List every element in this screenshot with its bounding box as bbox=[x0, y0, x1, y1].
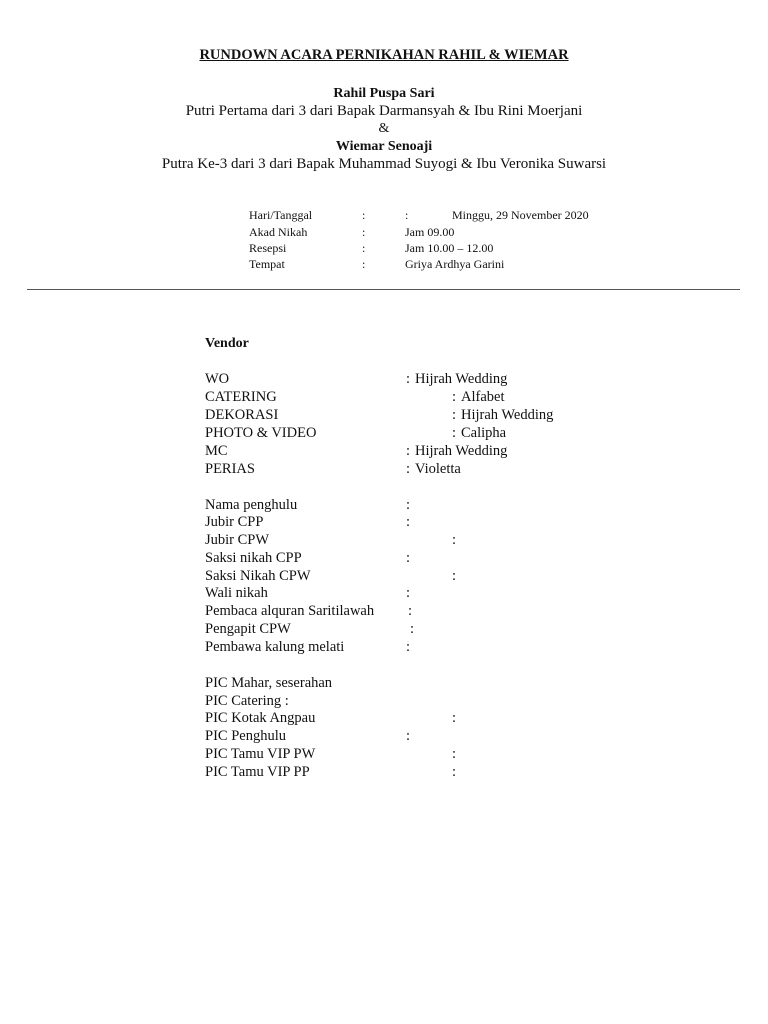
role-colon: : bbox=[406, 497, 411, 513]
horizontal-divider bbox=[27, 289, 740, 290]
pic-colon: : bbox=[452, 746, 457, 762]
vendor-label: MC bbox=[205, 443, 228, 459]
event-info-label: Resepsi bbox=[249, 241, 287, 255]
role-colon: : bbox=[410, 621, 415, 637]
role-label: Wali nikah bbox=[205, 585, 268, 601]
vendor-value: Hijrah Wedding bbox=[461, 407, 554, 423]
vendor-row bbox=[0, 425, 768, 443]
role-colon: : bbox=[406, 514, 411, 530]
event-info-row bbox=[0, 257, 768, 273]
vendor-colon: : bbox=[406, 461, 411, 477]
event-info-value: Griya Ardhya Garini bbox=[405, 257, 505, 271]
pic-colon: : bbox=[406, 728, 411, 744]
role-label: Jubir CPP bbox=[205, 514, 264, 530]
role-colon: : bbox=[452, 532, 457, 548]
role-row bbox=[0, 639, 768, 657]
role-row bbox=[0, 568, 768, 586]
event-info-label: Hari/Tanggal bbox=[249, 208, 313, 222]
role-row bbox=[0, 497, 768, 515]
role-label: Pengapit CPW bbox=[205, 621, 291, 637]
pic-label: PIC Catering : bbox=[205, 693, 289, 709]
role-label: Saksi nikah CPP bbox=[205, 550, 302, 566]
vendor-value: Violetta bbox=[415, 461, 461, 477]
role-colon: : bbox=[406, 585, 411, 601]
event-info-label: Tempat bbox=[249, 257, 285, 271]
pic-label: PIC Kotak Angpau bbox=[205, 710, 316, 726]
vendor-value: Calipha bbox=[461, 425, 507, 441]
groom-name: Wiemar Senoaji bbox=[335, 139, 433, 154]
vendor-row bbox=[0, 461, 768, 479]
vendor-label: PERIAS bbox=[205, 461, 255, 477]
pic-row bbox=[0, 710, 768, 728]
groom-description: Putra Ke-3 dari 3 dari Bapak Muhammad Suyogi & Ibu Veronika Suwarsi bbox=[161, 156, 607, 172]
pic-row bbox=[0, 746, 768, 764]
vendor-colon: : bbox=[406, 371, 411, 387]
vendor-row bbox=[0, 407, 768, 425]
role-label: Nama penghulu bbox=[205, 497, 298, 513]
pic-colon: : bbox=[452, 710, 457, 726]
vendor-label: PHOTO & VIDEO bbox=[205, 425, 317, 441]
vendor-row bbox=[0, 443, 768, 461]
role-label: Pembawa kalung melati bbox=[205, 639, 345, 655]
role-label: Jubir CPW bbox=[205, 532, 270, 548]
event-info-colon-2: : bbox=[405, 208, 409, 222]
role-label: Pembaca alquran Saritilawah bbox=[205, 603, 375, 619]
ampersand: & bbox=[378, 121, 390, 136]
document-title bbox=[0, 47, 768, 64]
role-colon: : bbox=[406, 639, 411, 655]
vendor-colon: : bbox=[452, 425, 457, 441]
pic-colon: : bbox=[452, 764, 457, 780]
event-info-colon: : bbox=[362, 225, 366, 239]
role-colon: : bbox=[406, 550, 411, 566]
pic-label: PIC Penghulu bbox=[205, 728, 286, 744]
event-info-value: Jam 09.00 bbox=[405, 225, 455, 239]
event-info-value: Jam 10.00 – 12.00 bbox=[405, 241, 494, 255]
pic-label: PIC Mahar, seserahan bbox=[205, 675, 333, 691]
role-colon: : bbox=[452, 568, 457, 584]
event-info-colon: : bbox=[362, 208, 366, 222]
role-row bbox=[0, 514, 768, 532]
vendor-colon: : bbox=[406, 443, 411, 459]
event-info-row bbox=[0, 241, 768, 257]
document-title-text: RUNDOWN ACARA PERNIKAHAN RAHIL & WIEMAR bbox=[199, 47, 569, 63]
pic-row bbox=[0, 675, 768, 693]
event-info-label: Akad Nikah bbox=[249, 225, 308, 239]
vendor-row bbox=[0, 371, 768, 389]
vendor-colon: : bbox=[452, 407, 457, 423]
vendor-label: CATERING bbox=[205, 389, 277, 405]
pic-label: PIC Tamu VIP PP bbox=[205, 764, 310, 780]
vendor-value: Hijrah Wedding bbox=[415, 371, 508, 387]
role-row bbox=[0, 532, 768, 550]
event-info-value: Minggu, 29 November 2020 bbox=[452, 208, 589, 222]
vendor-row bbox=[0, 389, 768, 407]
role-colon: : bbox=[408, 603, 413, 619]
bride-name: Rahil Puspa Sari bbox=[333, 86, 435, 101]
event-info-colon: : bbox=[362, 241, 366, 255]
role-row bbox=[0, 550, 768, 568]
pic-row bbox=[0, 693, 768, 711]
event-info-row bbox=[0, 225, 768, 241]
event-info-colon: : bbox=[362, 257, 366, 271]
pic-row bbox=[0, 728, 768, 746]
pic-label: PIC Tamu VIP PW bbox=[205, 746, 316, 762]
event-info-row bbox=[0, 208, 768, 224]
vendor-value: Hijrah Wedding bbox=[415, 443, 508, 459]
vendor-label: DEKORASI bbox=[205, 407, 279, 423]
role-row bbox=[0, 585, 768, 603]
vendor-heading: Vendor bbox=[205, 336, 249, 351]
vendor-label: WO bbox=[205, 371, 230, 387]
role-row bbox=[0, 603, 768, 621]
vendor-value: Alfabet bbox=[461, 389, 505, 405]
bride-description: Putri Pertama dari 3 dari Bapak Darmansyah & Ibu Rini Moerjani bbox=[185, 103, 583, 119]
role-row bbox=[0, 621, 768, 639]
vendor-colon: : bbox=[452, 389, 457, 405]
role-label: Saksi Nikah CPW bbox=[205, 568, 311, 584]
pic-row bbox=[0, 764, 768, 782]
